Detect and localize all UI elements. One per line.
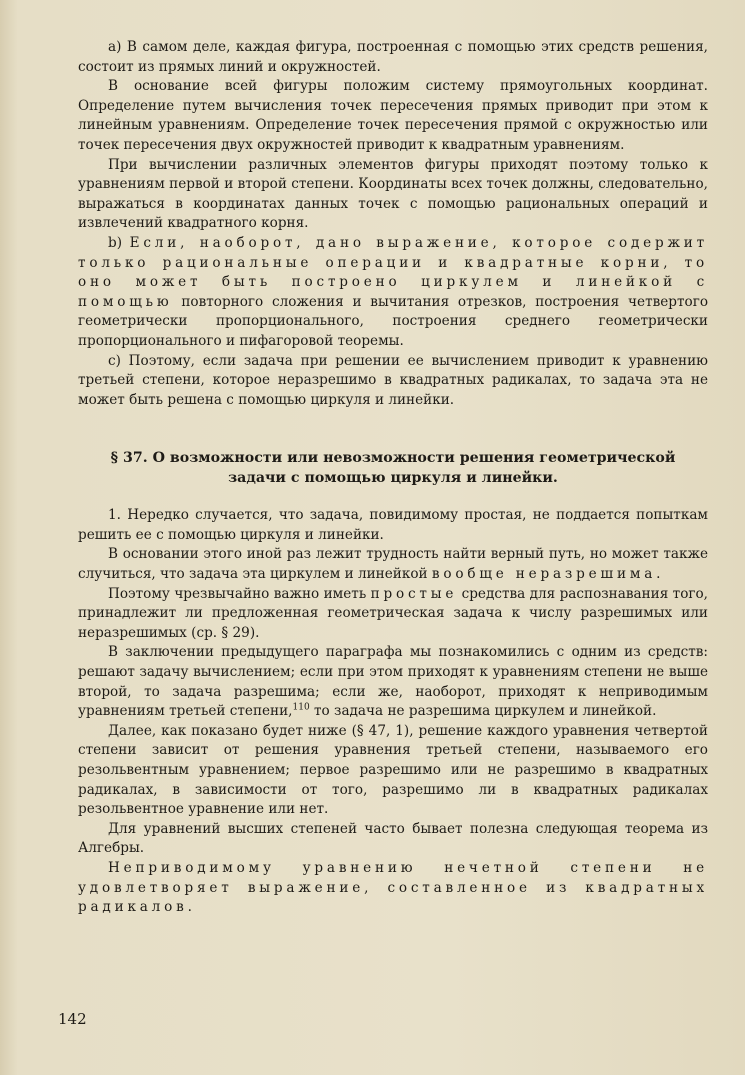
paragraph-6: Для уравнений высших степеней часто бывает полезна следующая теорема из Алгебры. <box>78 820 708 857</box>
paragraph-2-text: В основании этого иной раз лежит трудность найти верный путь, но может также случиться, что задача эта циркулем и линейкой <box>78 546 708 583</box>
page-body <box>78 38 708 918</box>
paragraph-b <box>78 234 708 352</box>
paragraph-3-emphasis: простые <box>370 585 458 602</box>
paragraph-4-rest: то задача не разрешима циркулем и линейкой. <box>309 703 657 720</box>
section-heading-line-2: задачи с помощью циркуля и линейки. <box>228 470 558 487</box>
paragraph-2-end: . <box>656 566 661 583</box>
paragraph-3-rest: средства для распознавания того, принадлежит ли предложенная геометрическая задача к числу разрешимых или неразрешимых (ср. § 29). <box>78 585 708 641</box>
paragraph-coordinates: В основание всей фигуры положим систему прямоугольных координат. Определение путем вычисления точек пересечения прямых приводит при этом к линейным уравнениям. Определение точек пересечения прямой с окружностью или точек пересечения двух окружностей приводит к квадратным уравнениям. <box>78 78 708 153</box>
paragraph-4 <box>78 643 708 721</box>
section-heading-line-1: § 37. О возможности или невозможности решения геометрической <box>110 450 676 467</box>
paragraph-equations: При вычислении различных элементов фигуры приходят поэтому только к уравнениям первой и второй степени. Координаты всех точек должны, следовательно, выражаться в координатах данных точек с помощью рациональных операций и извлечений квадратного корня. <box>78 156 708 232</box>
paragraph-b-emphasis: Если, наоборот, дано выражение, которое содержит только рациональные операции и квадратные корни, то оно может быть построено циркулем и линейкой с помощью <box>78 234 708 310</box>
paragraph-b-lead: b) <box>108 234 130 251</box>
paragraph-7-theorem: Неприводимому уравнению нечетной степени не удовлетворяет выражение, составленное из квадратных радикалов. <box>78 859 708 916</box>
paragraph-b-rest: повторного сложения и вычитания отрезков, построения четвертого геометрически пропорционального, построения среднего геометрически пропорционального и пифагоровой теоремы. <box>78 293 708 349</box>
paragraph-5: Далее, как показано будет ниже (§ 47, 1), решение каждого уравнения четвертой степени зависит от решения уравнения третьей степени, называемого его резольвентным уравнением; первое разрешимо или не разрешимо в квадратных радикалах, в зависимости от того, разрешимо ли в квадратных радикалах резольвентное уравнение или нет. <box>78 722 708 818</box>
paragraph-c: c) Поэтому, если задача при решении ее вычислением приводит к уравнению третьей степени, которое неразрешимо в квадратных радикалах, то задача эта не может быть решена с помощью циркуля и линейки. <box>78 352 708 408</box>
paragraph-3-text: Поэтому чрезвычайно важно иметь <box>108 585 371 602</box>
footnote-marker: 110 <box>292 702 310 713</box>
paragraph-4-text: В заключении предыдущего параграфа мы познакомились с одним из средств: решают задачу вычислением; если при этом приходят к уравнениям степени не выше второй, то задача разрешима; если же, наоборот, приходят к неприводимым уравнениям третьей степени, <box>78 644 708 720</box>
paragraph-3 <box>78 585 708 644</box>
page-number: 142 <box>58 1010 87 1028</box>
paragraph-1: 1. Нередко случается, что задача, повидимому простая, не поддается попыткам решить ее с помощью циркуля и линейки. <box>78 507 708 543</box>
paragraph-2 <box>78 545 708 584</box>
paragraph-a: a) В самом деле, каждая фигура, построенная с помощью этих средств решения, состоит из прямых линий и окружностей. <box>78 39 708 75</box>
section-heading <box>78 448 708 488</box>
paragraph-2-emphasis: вообще неразрешима <box>431 566 657 583</box>
